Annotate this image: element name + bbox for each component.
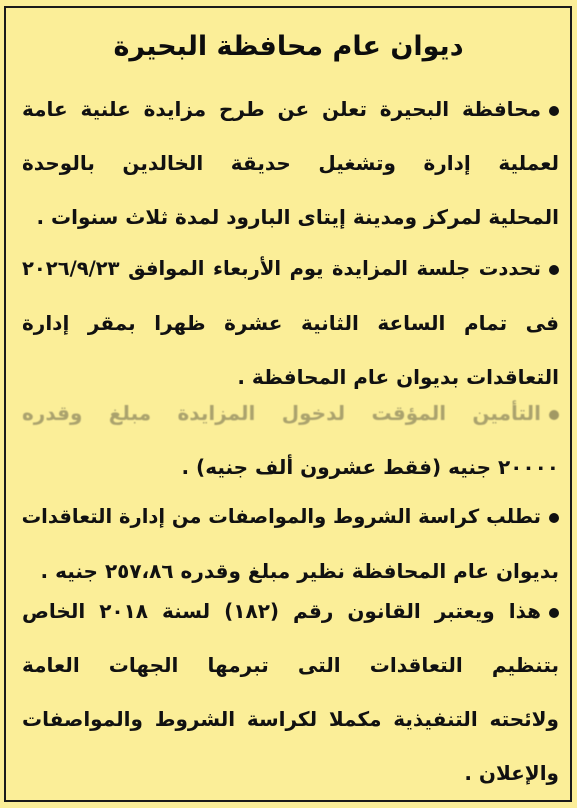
paragraph-line: فى تمام الساعة الثانية عشرة ظهرا بمقر إدارة (22, 311, 559, 335)
bullet-icon (549, 513, 559, 523)
paragraph-line: هذا ويعتبر القانون رقم (١٨٢) لسنة ٢٠١٨ الخاص (22, 584, 559, 638)
paragraph-line: بتنظيم التعاقدات التى تبرمها الجهات العامة (22, 653, 559, 677)
paragraph-line: لعملية إدارة وتشغيل حديقة الخالدين بالوحدة (22, 151, 559, 175)
paragraph-line: ولائحته التنفيذية مكملا لكراسة الشروط والمواصفات (22, 707, 559, 731)
announcement-paragraph-tender (22, 82, 559, 244)
paragraph-line: والإعلان . (464, 761, 559, 785)
bullet-icon (549, 410, 559, 420)
paragraph-line: تطلب كراسة الشروط والمواصفات من إدارة التعاقدات (22, 490, 559, 544)
bullet-icon (549, 608, 559, 618)
paragraph-line: التعاقدات بديوان عام المحافظة . (237, 365, 559, 389)
bullet-icon (549, 106, 559, 116)
announcement-paragraph-booklet (22, 490, 559, 598)
bullet-icon (549, 265, 559, 275)
paragraph-line: بديوان عام المحافظة نظير مبلغ وقدره ٢٥٧،٨٦ جنيه . (40, 559, 559, 583)
announcement-title: ديوان عام محافظة البحيرة (113, 31, 464, 62)
paragraph-line: تحددت جلسة المزايدة يوم الأربعاء الموافق ٢٠٢٦/٩/٢٣ (22, 242, 559, 296)
announcement-paragraph-law (22, 584, 559, 800)
paragraph-line: المحلية لمركز ومدينة إيتاى البارود لمدة ثلاث سنوات . (36, 205, 559, 229)
paragraph-line: التأمين المؤقت لدخول المزايدة مبلغ وقدره (22, 386, 559, 440)
announcement-paragraph-deposit (22, 386, 559, 494)
announcement-paragraph-session (22, 242, 559, 404)
paragraph-line: ٢٠٠٠٠ جنيه (فقط عشرون ألف جنيه) . (181, 455, 559, 479)
paragraph-line: محافظة البحيرة تعلن عن طرح مزايدة علنية عامة (22, 82, 559, 136)
